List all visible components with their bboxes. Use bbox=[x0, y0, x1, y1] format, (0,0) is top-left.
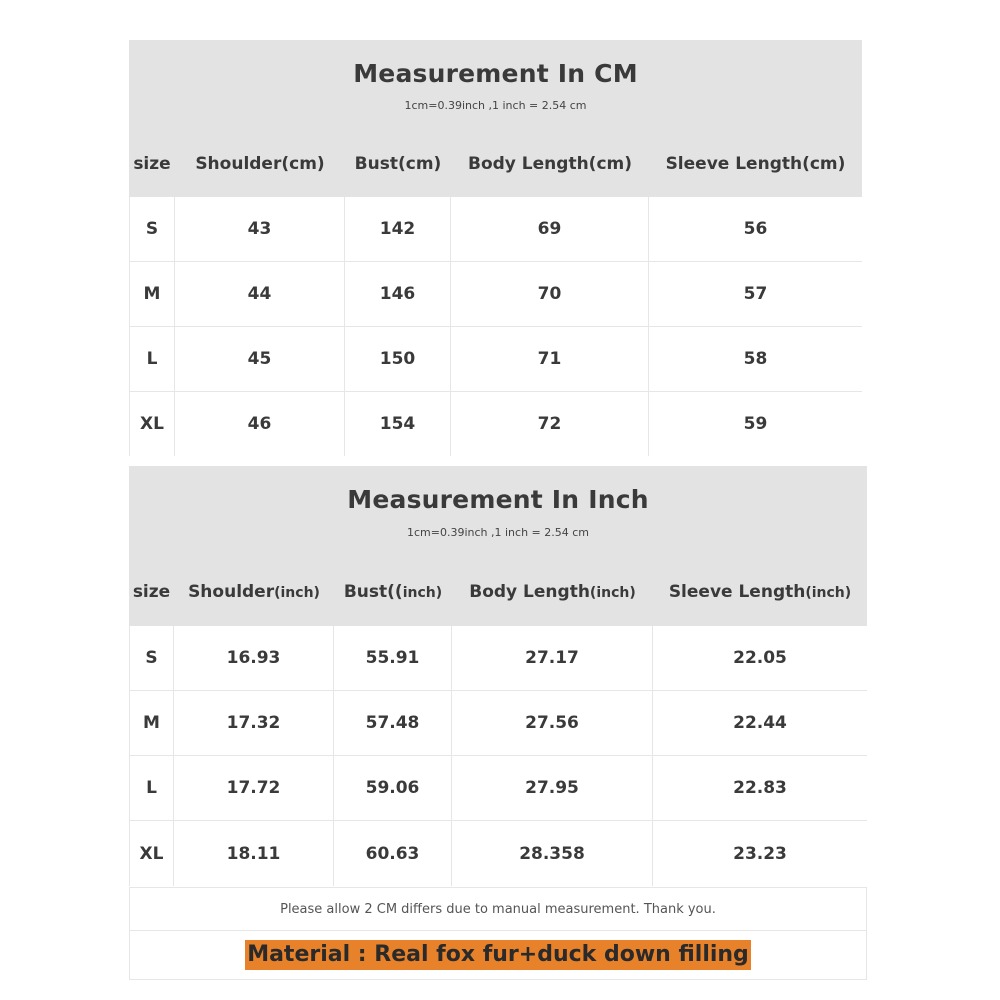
body-length-cell: 27.56 bbox=[452, 691, 653, 755]
sleeve-length-cell: 22.83 bbox=[733, 778, 787, 798]
shoulder-cell: 43 bbox=[175, 197, 345, 261]
table-row bbox=[129, 392, 862, 456]
column-header-sleeve-length: Sleeve Length(cm) bbox=[665, 154, 846, 174]
size-cell: XL bbox=[129, 392, 175, 456]
shoulder-cell: 46 bbox=[175, 392, 345, 456]
sleeve-length-cell: 57 bbox=[743, 284, 768, 304]
body-length-cell: 27.95 bbox=[452, 756, 653, 820]
bust-cell: 150 bbox=[345, 327, 451, 391]
column-header-shoulder: Shoulder(inch) bbox=[188, 582, 320, 602]
unit-label: (inch) bbox=[805, 585, 852, 601]
inch-column-headers bbox=[129, 577, 867, 607]
sleeve-length-cell: 58 bbox=[743, 349, 768, 369]
measurement-disclaimer: Please allow 2 CM differs due to manual measurement. Thank you. bbox=[129, 887, 867, 931]
shoulder-cell: 17.72 bbox=[174, 756, 334, 820]
sleeve-length-cell: 59 bbox=[743, 414, 768, 434]
unit-label: (inch) bbox=[589, 585, 636, 601]
bust-cell: 59.06 bbox=[334, 756, 452, 820]
bust-cell: 146 bbox=[345, 262, 451, 326]
inch-table-body bbox=[129, 626, 867, 886]
column-header-body-length: Body Length(cm) bbox=[468, 154, 632, 174]
shoulder-cell: 16.93 bbox=[174, 626, 334, 690]
body-length-cell: 28.358 bbox=[452, 821, 653, 886]
column-header-size: size bbox=[132, 582, 171, 602]
body-length-cell: 71 bbox=[451, 327, 649, 391]
body-length-cell: 69 bbox=[451, 197, 649, 261]
table-row bbox=[129, 262, 862, 327]
size-cell: M bbox=[129, 262, 175, 326]
material-label: Material : Real fox fur+duck down filling bbox=[245, 940, 751, 970]
body-length-cell: 72 bbox=[451, 392, 649, 456]
bust-cell: 154 bbox=[345, 392, 451, 456]
table-row bbox=[129, 327, 862, 392]
column-header-body-length: Body Length(inch) bbox=[469, 582, 636, 602]
table-row bbox=[129, 821, 867, 886]
unit-label: inch) bbox=[402, 585, 443, 601]
column-header-size: size bbox=[133, 154, 171, 174]
inch-size-table bbox=[129, 466, 867, 980]
cm-table-header bbox=[129, 40, 862, 197]
shoulder-cell: 18.11 bbox=[174, 821, 334, 886]
column-header-sleeve-length: Sleeve Length(inch) bbox=[668, 582, 852, 602]
body-length-cell: 70 bbox=[451, 262, 649, 326]
size-cell: L bbox=[129, 327, 175, 391]
sleeve-length-cell: 56 bbox=[743, 219, 768, 239]
cm-table-title: Measurement In CM bbox=[353, 59, 638, 88]
material-row bbox=[129, 931, 867, 980]
size-cell: M bbox=[129, 691, 174, 755]
inch-table-title: Measurement In Inch bbox=[347, 485, 649, 514]
cm-table-conversion-note: 1cm=0.39inch ,1 inch = 2.54 cm bbox=[404, 99, 587, 112]
size-cell: S bbox=[129, 197, 175, 261]
cm-size-table bbox=[129, 40, 862, 456]
unit-label: (inch) bbox=[274, 585, 320, 601]
column-header-shoulder: Shoulder(cm) bbox=[195, 154, 325, 174]
cm-column-headers bbox=[129, 149, 862, 179]
bust-cell: 142 bbox=[345, 197, 451, 261]
size-cell: L bbox=[129, 756, 174, 820]
bust-cell: 57.48 bbox=[334, 691, 452, 755]
sleeve-length-cell: 22.44 bbox=[733, 713, 787, 733]
size-cell: S bbox=[129, 626, 174, 690]
body-length-cell: 27.17 bbox=[452, 626, 653, 690]
table-row bbox=[129, 197, 862, 262]
inch-table-header bbox=[129, 466, 867, 626]
table-row bbox=[129, 691, 867, 756]
column-header-bust: Bust((inch) bbox=[343, 582, 443, 602]
bust-cell: 60.63 bbox=[334, 821, 452, 886]
shoulder-cell: 45 bbox=[175, 327, 345, 391]
cm-table-body bbox=[129, 197, 862, 456]
inch-table-conversion-note: 1cm=0.39inch ,1 inch = 2.54 cm bbox=[406, 526, 589, 539]
shoulder-cell: 44 bbox=[175, 262, 345, 326]
sleeve-length-cell: 22.05 bbox=[733, 648, 787, 668]
size-cell: XL bbox=[129, 821, 174, 886]
column-header-bust: Bust(cm) bbox=[354, 154, 442, 174]
bust-cell: 55.91 bbox=[334, 626, 452, 690]
shoulder-cell: 17.32 bbox=[174, 691, 334, 755]
table-row bbox=[129, 756, 867, 821]
sleeve-length-cell: 23.23 bbox=[733, 843, 787, 864]
table-row bbox=[129, 626, 867, 691]
